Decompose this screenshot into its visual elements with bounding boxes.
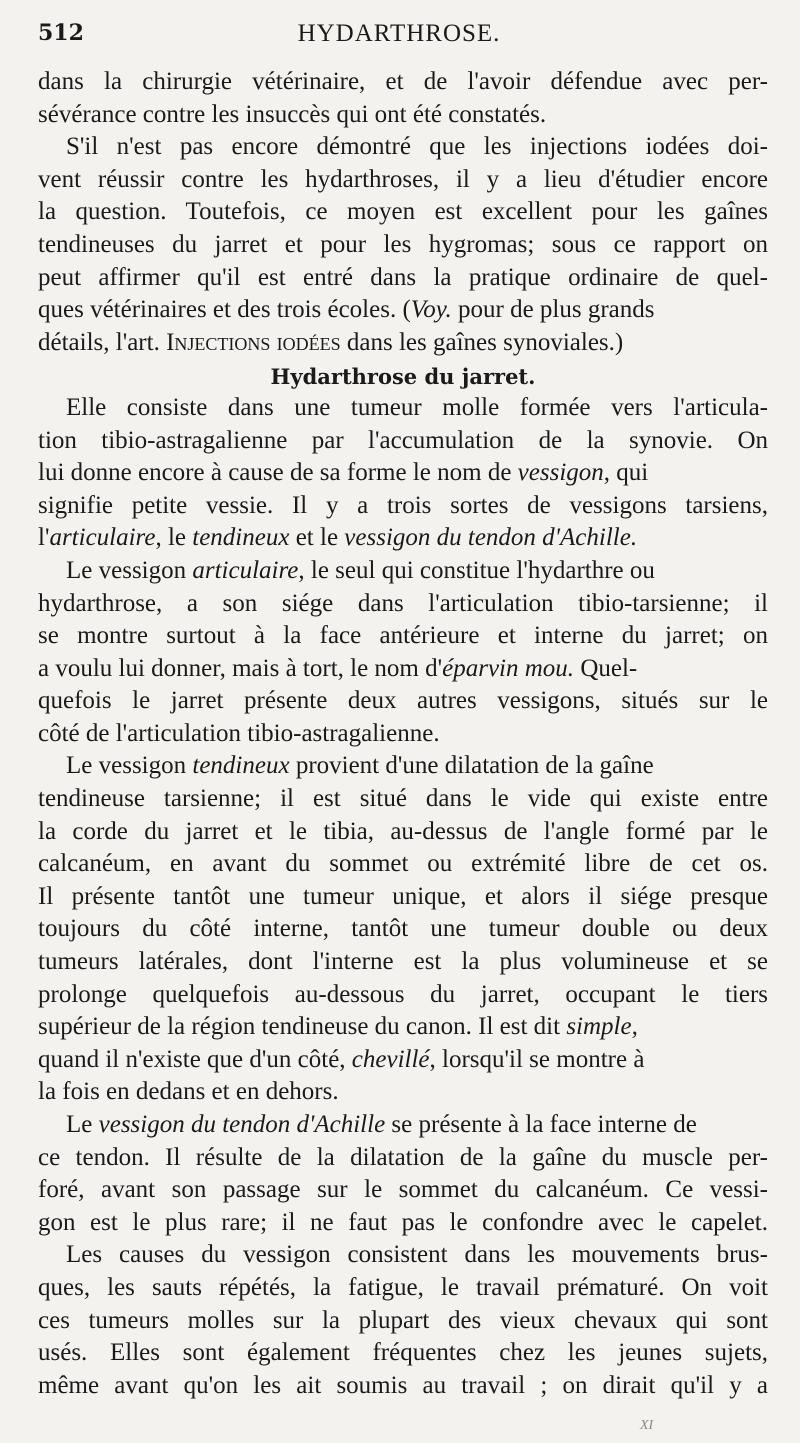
text-run: vessigon du tendon d'Achille xyxy=(98,1111,386,1138)
text-line: toujours du côté interne, tantôt une tumeur double ou deux xyxy=(38,915,768,943)
text-run: lui donne encore à cause de sa forme le nom de xyxy=(38,459,518,487)
text-line: signifie petite vessie. Il y a trois sortes de vessigons tarsiens, xyxy=(38,491,768,519)
text-run: vessigon du tendon d'Achille. xyxy=(344,524,638,552)
text-line: tion tibio-astragalienne par l'accumulation de la synovie. On xyxy=(38,426,768,454)
text-run: Injections iodées xyxy=(166,328,341,356)
text-line: tendineuses du jarret et pour les hygromas; sous ce rapport on xyxy=(38,230,768,258)
text-line: la fois en dedans et en dehors. xyxy=(38,1078,339,1106)
text-run: , lorsqu'il se montre à xyxy=(429,1045,645,1073)
text-line: peut affirmer qu'il est entré dans la pratique ordinaire de quel- xyxy=(38,263,768,291)
text-run: l' xyxy=(38,524,50,552)
text-line: quefois le jarret présente deux autres vessigons, situés sur le xyxy=(38,687,768,715)
text-line: calcanéum, en avant du sommet ou extrémité libre de cet os. xyxy=(38,850,768,878)
text-run: Le vessigon xyxy=(66,752,193,780)
footer-mark: XI xyxy=(640,1418,654,1433)
text-line xyxy=(38,327,768,360)
text-line: vent réussir contre les hydarthroses, il y a lieu d'étudier encore xyxy=(38,165,768,193)
text-line: ques, les sauts répétés, la fatigue, le travail prématuré. On voit xyxy=(38,1273,768,1301)
page-header xyxy=(38,18,760,52)
text-line: prolonge quelquefois au-dessous du jarret, occupant le tiers xyxy=(38,980,768,1008)
text-run: détails, l'art. xyxy=(38,328,167,356)
text-run: pour de plus grands xyxy=(451,296,655,324)
text-line: tendineuse tarsienne; il est situé dans le vide qui existe entre xyxy=(38,785,768,813)
text-run: quand il n'existe que d'un côté, xyxy=(38,1045,352,1073)
text-line: dans la chirurgie vétérinaire, et de l'avoir défendue avec per- xyxy=(38,68,768,95)
text-line: côté de l'articulation tibio-astragalienne. xyxy=(38,719,440,747)
text-line xyxy=(38,555,768,588)
text-line: la corde du jarret et le tibia, au-dessus de l'angle formé par le xyxy=(38,817,768,845)
text-run: tendineux xyxy=(192,752,290,780)
text-line: ce tendon. Il résulte de la dilatation de la gaîne du muscle per- xyxy=(38,1143,768,1171)
text-line: même avant qu'on les ait soumis au travail ; on dirait qu'il y a xyxy=(38,1371,768,1399)
text-run: Quel- xyxy=(574,654,638,682)
text-line xyxy=(38,750,768,783)
section-heading: Hydarthrose du jarret. xyxy=(270,364,536,390)
text-line: Elle consiste dans une tumeur molle formée vers l'articula- xyxy=(66,393,768,421)
text-run: , le xyxy=(155,524,193,552)
text-line: la question. Toutefois, ce moyen est excellent pour les gaînes xyxy=(38,198,768,226)
text-line xyxy=(38,294,768,327)
text-run: éparvin mou. xyxy=(442,654,575,682)
text-run: , qui xyxy=(603,459,649,487)
body-text xyxy=(38,66,768,1402)
text-run: provient d'une dilatation de la gaîne xyxy=(289,752,654,780)
running-head: HYDARTHROSE. xyxy=(297,20,501,47)
text-run: ques vétérinaires et des trois écoles. ( xyxy=(38,296,411,324)
page-number: 512 xyxy=(38,20,84,46)
text-line: ces tumeurs molles sur la plupart des vieux chevaux qui sont xyxy=(38,1306,768,1334)
text-run: tendineux xyxy=(192,524,290,552)
text-run: simple, xyxy=(566,1013,638,1041)
text-line: usés. Elles sont également fréquentes chez les jeunes sujets, xyxy=(38,1339,768,1367)
text-line xyxy=(38,522,768,555)
text-run: a voulu lui donner, mais à tort, le nom d' xyxy=(38,654,443,682)
text-run: , le seul qui constitue l'hydarthre ou xyxy=(298,556,655,584)
text-run: Le xyxy=(66,1111,99,1138)
text-run: dans les gaînes synoviales.) xyxy=(340,328,624,356)
text-run: vessigon xyxy=(517,459,604,487)
text-run: Voy. xyxy=(410,296,452,324)
text-line: gon est le plus rare; il ne faut pas le confondre avec le capelet. xyxy=(38,1208,768,1236)
text-line: S'il n'est pas encore démontré que les injections iodées doi- xyxy=(66,133,768,161)
text-line: foré, avant son passage sur le sommet du calcanéum. Ce vessi- xyxy=(38,1176,768,1204)
text-line: tumeurs latérales, dont l'interne est la plus volumineuse et se xyxy=(38,948,768,976)
text-line: se montre surtout à la face antérieure et interne du jarret; on xyxy=(38,622,768,650)
text-line xyxy=(38,1044,768,1077)
text-line xyxy=(38,653,768,686)
text-line xyxy=(38,1011,768,1044)
text-line: Il présente tantôt une tumeur unique, et alors il siége presque xyxy=(38,882,768,910)
text-run: chevillé xyxy=(351,1045,430,1073)
text-run: et le xyxy=(289,524,345,552)
text-line xyxy=(38,457,768,490)
text-line: sévérance contre les insuccès qui ont été constatés. xyxy=(38,100,547,128)
text-run: articulaire xyxy=(192,556,299,584)
text-run: supérieur de la région tendineuse du canon. Il est dit xyxy=(38,1013,567,1041)
text-run: articulaire xyxy=(49,524,156,552)
text-run: se présente à la face interne de xyxy=(385,1111,697,1138)
text-line xyxy=(38,1109,768,1142)
text-line: Les causes du vessigon consistent dans les mouvements brus- xyxy=(66,1241,768,1269)
text-run: Le vessigon xyxy=(66,556,193,584)
text-line: hydarthrose, a son siége dans l'articulation tibio-tarsienne; il xyxy=(38,589,768,617)
